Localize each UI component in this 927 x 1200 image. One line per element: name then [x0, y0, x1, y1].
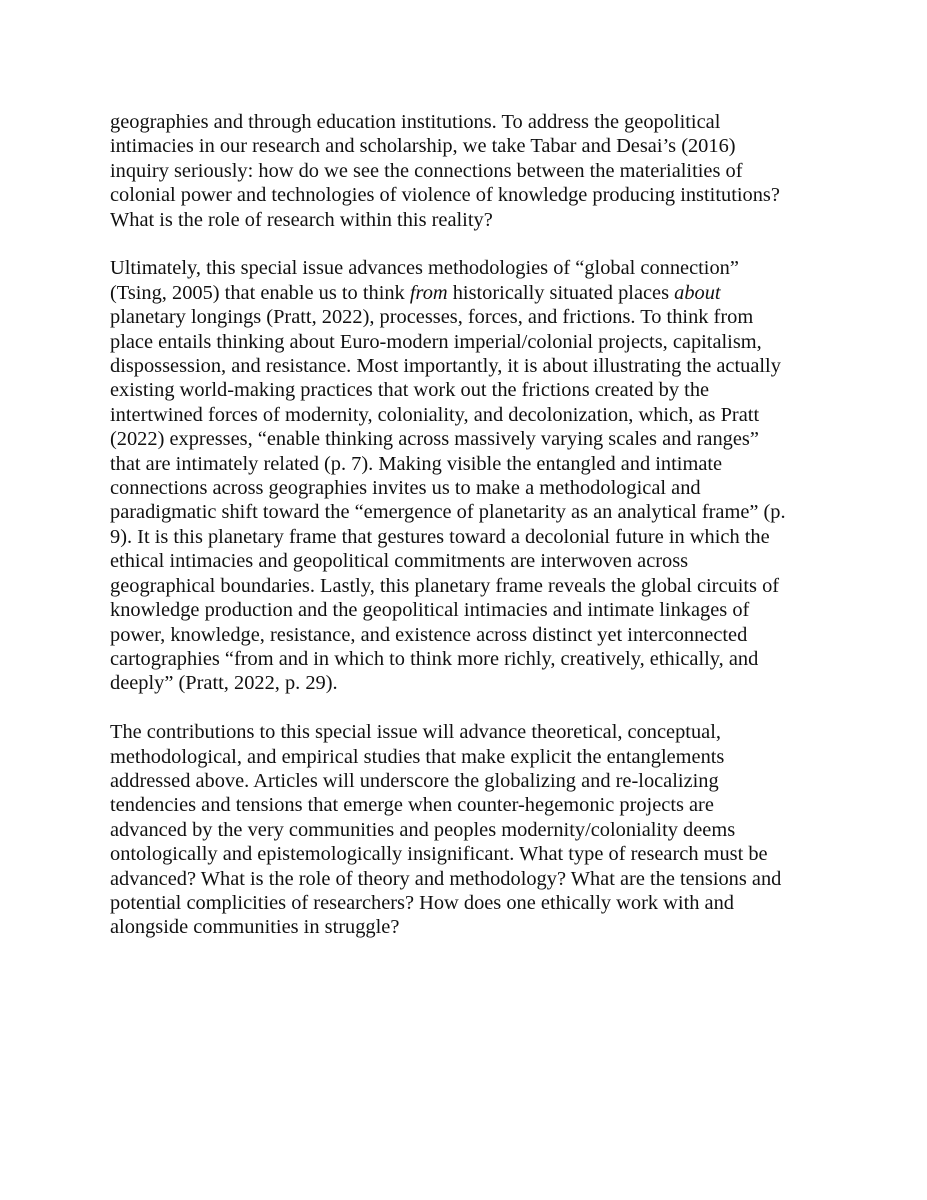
- text-line: planetary longings (Pratt, 2022), processes, forces, and frictions. To think from: [110, 306, 754, 329]
- text-line: alongside communities in struggle?: [110, 916, 400, 939]
- text-line: ontologically and epistemologically insignificant. What type of research must be: [110, 843, 768, 866]
- text-line: (2022) expresses, “enable thinking across massively varying scales and ranges”: [110, 428, 759, 451]
- text-line: geographies and through education institutions. To address the geopolitical: [110, 111, 721, 133]
- paragraph-2: [110, 256, 825, 695]
- text-line: connections across geographies invites us to make a methodological and: [110, 477, 701, 500]
- text-line: cartographies “from and in which to think more richly, creatively, ethically, and: [110, 647, 759, 670]
- text-line: inquiry seriously: how do we see the connections between the materialities of: [110, 159, 743, 182]
- text-line: knowledge production and the geopolitical intimacies and intimate linkages of: [110, 599, 750, 622]
- text-line: dispossession, and resistance. Most importantly, it is about illustrating the actually: [110, 355, 781, 378]
- text-line: 9). It is this planetary frame that gestures toward a decolonial future in which the: [110, 525, 770, 548]
- text-line: paradigmatic shift toward the “emergence of planetarity as an analytical frame” (p.: [110, 501, 786, 524]
- document-page: [110, 110, 825, 964]
- text-line-with-emphasis: [110, 281, 825, 305]
- text-line: intertwined forces of modernity, coloniality, and decolonization, which, as Pratt: [110, 403, 760, 426]
- text-line: advanced by the very communities and peoples modernity/coloniality deems: [110, 818, 736, 841]
- text-line: intimacies in our research and scholarship, we take Tabar and Desai’s (2016): [110, 135, 736, 158]
- emphasis-about: about: [674, 281, 721, 304]
- paragraph-3: [110, 720, 825, 940]
- emphasis-from: from: [409, 281, 448, 304]
- text-line: methodological, and empirical studies that make explicit the entanglements: [110, 745, 725, 768]
- text-line: colonial power and technologies of violence of knowledge producing institutions?: [110, 184, 780, 207]
- text-line: geographical boundaries. Lastly, this planetary frame reveals the global circuits of: [110, 574, 780, 597]
- text-line: ethical intimacies and geopolitical commitments are interwoven across: [110, 550, 689, 573]
- text-line: that are intimately related (p. 7). Making visible the entangled and intimate: [110, 452, 723, 475]
- text-line: What is the role of research within this reality?: [110, 208, 493, 231]
- text-line: The contributions to this special issue will advance theoretical, conceptual,: [110, 721, 721, 744]
- text-line: advanced? What is the role of theory and methodology? What are the tensions and: [110, 867, 782, 890]
- text-line: existing world-making practices that work out the frictions created by the: [110, 379, 710, 402]
- text-line: addressed above. Articles will underscore the globalizing and re-localizing: [110, 769, 719, 792]
- text-line: deeply” (Pratt, 2022, p. 29).: [110, 672, 338, 695]
- text-line: place entails thinking about Euro-modern imperial/colonial projects, capitalism,: [110, 330, 762, 353]
- text-segment: (Tsing, 2005) that enable us to think: [110, 281, 410, 304]
- paragraph-1: [110, 110, 825, 232]
- text-line: potential complicities of researchers? How does one ethically work with and: [110, 891, 734, 914]
- text-line: power, knowledge, resistance, and existence across distinct yet interconnected: [110, 623, 748, 646]
- text-segment: historically situated places: [447, 281, 675, 304]
- text-line: Ultimately, this special issue advances methodologies of “global connection”: [110, 257, 739, 280]
- text-line: tendencies and tensions that emerge when counter-hegemonic projects are: [110, 794, 714, 817]
